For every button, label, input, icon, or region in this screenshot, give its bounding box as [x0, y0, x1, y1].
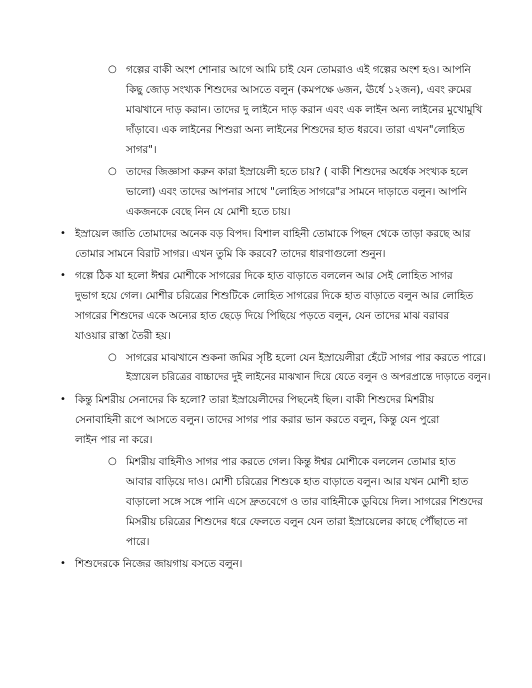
text-line: বাড়ালো সঙ্গে সঙ্গে পানি এসে দ্রুতবেগে ও তার বাহিনীকে ডুবিয়ে দিল। সাগরের শিশুদের [126, 496, 483, 508]
text-line: দাঁড়াবে। এক লাইনের শিশুরা অন্য লাইনের শিশুদের হাত ধরবে। তারা এখন"লোহিত [126, 124, 465, 136]
text-line: গল্পের বাকী অংশ শোনার আগে আমি চাই যেন তোমরাও এই গল্পের অংশ হও। আপনি [126, 64, 471, 76]
text-line: কিছু জোড় সংখ্যক শিশুদের আসতে বলুন (কমপক্ষে ৬জন, ঊর্ধে ১২জন), এবং রুমের [126, 84, 472, 96]
text-line: মিসরীয় চরিত্রের শিশুদের ধরে ফেলতে বলুন যেন তারা ইস্রায়েলের কাছে পৌঁছাতে না [126, 516, 468, 528]
text-line: ইস্রায়েল চরিত্রের বাচ্চাদের দুই লাইনের মাঝখান দিয়ে যেতে বলুন ও অপরপ্রান্তে দাড়াতে বলুন। [126, 372, 491, 383]
bullet-marker-icon: • [60, 228, 66, 239]
text-line: সাগরের শিশুদের একে অন্যের হাত ছেড়ে দিয়ে পিছিয়ে পড়তে বলুন, যেন তাদের মাঝ বরাবর [75, 310, 450, 322]
text-line: মাঝখানে দাড় করান। তাদের দু লাইনে দাড় করান এবং এক লাইন অন্য লাইনের মুখোমুখি [126, 104, 483, 116]
bullet-marker-icon: • [60, 558, 66, 569]
circle-marker-icon: ○ [108, 64, 117, 75]
sub-bullet-item [0, 452, 532, 552]
text-line: কিন্তু মিশরীয় সেনাদের কি হলো? তারা ইস্রায়েলীদের পিছনেই ছিল। বাকী শিশুদের মিশরীয় [75, 394, 434, 406]
bullet-item [0, 554, 532, 574]
circle-marker-icon: ○ [108, 166, 117, 177]
text-line: সাগরের মাঝখানে শুকনা জমির সৃষ্টি হলো যেন ইস্রায়েলীরা হেঁটে সাগর পার করতে পারে। [126, 352, 486, 364]
text-line: একজনকে বেছে নিন যে মোশী হতে চায়। [126, 206, 291, 218]
text-line: তাদের জিজ্ঞাসা করুন কারা ইস্রায়েলী হতে চায়? ( বাকী শিশুদের অর্ধেক সংখ্যক হলে [126, 166, 468, 178]
text-line: তোমার সামনে বিরাট সাগর। এখন তুমি কি করবে? তাদের ধারণাগুলো শুনুন। [75, 248, 386, 260]
sub-bullet-item [0, 348, 532, 388]
circle-marker-icon: ○ [108, 456, 117, 467]
text-line: মিশরীয় বাহিনীও সাগর পার করতে গেল। কিন্তু ঈশ্বর মোশীকে বললেন তোমার হাত [126, 456, 456, 468]
instruction-list [0, 60, 532, 574]
text-line: আবার বাড়িয়ে দাও। মোশী চরিত্রের শিশুকে হাত বাড়াতে বলুন। আর যখন মোশী হাত [126, 476, 469, 488]
text-line: সাগর"। [126, 144, 157, 156]
bullet-marker-icon: • [60, 394, 66, 405]
bullet-item [0, 390, 532, 450]
text-line: পারে। [126, 536, 150, 548]
text-line: শিশুদেরকে নিজের জায়গায় বসতে বলুন। [75, 558, 243, 570]
text-line: দুভাগ হয়ে গেল। মোশীর চরিত্রের শিশুটিকে লোহিত সাগরের দিকে হাত বাড়াতে বলুন আর লোহিত [75, 290, 473, 302]
sub-bullet-item [0, 162, 532, 222]
text-line: ইস্রায়েল জাতি তোমাদের অনেক বড় বিপদ। বিশাল বাহিনী তোমাকে পিছন থেকে তাড়া করছে আর [75, 228, 471, 240]
text-line: যাওয়ার রাস্তা তৈরী হয়। [75, 330, 171, 342]
bullet-item [0, 266, 532, 346]
text-line: লাইন পার না করে। [75, 434, 153, 446]
circle-marker-icon: ○ [108, 352, 117, 363]
bullet-marker-icon: • [60, 270, 66, 281]
text-line: সেনাবাহিনী রূপে আসতে বলুন। তাদের সাগর পার করার ভান করতে বলুন, কিন্তু যেন পুরো [75, 414, 440, 426]
text-line: গল্পে ঠিক যা হলো ঈশ্বর মোশীকে সাগরের দিকে হাত বাড়াতে বললেন আর সেই লোহিত সাগর [75, 270, 453, 282]
text-line: ভালো) এবং তাদের আপনার সাথে "লোহিত সাগরে"র সামনে দাড়াতে বলুন। আপনি [126, 186, 467, 198]
sub-bullet-item [0, 60, 532, 160]
bullet-item [0, 224, 532, 264]
